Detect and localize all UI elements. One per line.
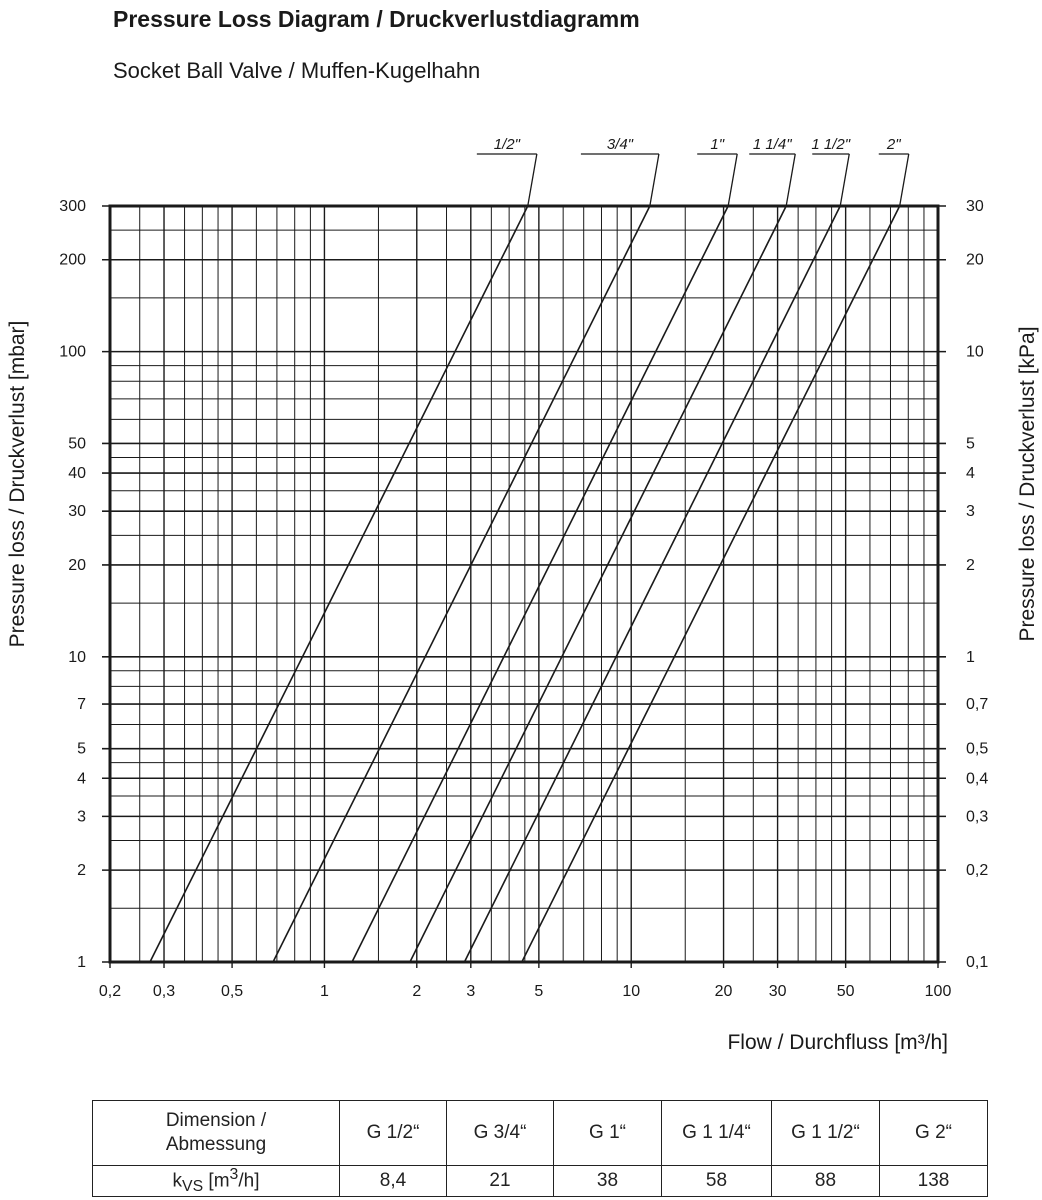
y-tick-label-left: 4 [77,770,86,788]
kvs-value-cell: 58 [662,1166,772,1197]
y-tick-label-right: 4 [966,465,975,483]
series-leader-line [728,154,737,206]
series-line [273,206,650,962]
dimension-cell: G 2“ [880,1101,988,1166]
kvs-value-cell: 38 [554,1166,662,1197]
y-tick-label-right: 0,2 [966,862,989,880]
x-tick-label: 5 [534,983,544,1000]
dimension-cell: G 1 1/4“ [662,1101,772,1166]
y-tick-label-right: 1 [966,648,975,666]
series-line [352,206,728,962]
series-label: 3/4" [606,136,634,153]
y-tick-label-left: 300 [59,198,86,215]
kvs-value-cell: 138 [880,1166,988,1197]
dimension-cell: G 3/4“ [447,1101,554,1166]
series-leader-line [528,154,537,206]
series-label: 1 1/2" [811,136,851,153]
y-tick-label-right: 3 [966,503,975,521]
x-tick-label: 50 [836,983,855,1000]
kvs-value-cell: 21 [447,1166,554,1197]
y-tick-label-left: 20 [68,556,86,574]
y-tick-label-left: 1 [77,954,86,971]
y-tick-label-right: 0,7 [966,696,989,714]
y-axis-title-right: Pressure loss / Druckverlust [kPa] [1016,326,1039,642]
y-tick-label-right: 5 [966,435,975,453]
y-tick-label-left: 10 [68,648,86,666]
dimension-cell: G 1“ [554,1101,662,1166]
plot-frame [110,206,938,962]
dimension-row [93,1101,988,1166]
x-tick-label: 10 [622,983,641,1000]
series-leader-line [840,154,849,206]
kvs-table [92,1100,988,1197]
y-tick-label-left: 50 [68,435,86,453]
grid-lines [102,206,946,968]
y-tick-label-right: 0,1 [966,954,989,971]
x-tick-label: 0,2 [98,983,122,1000]
kvs-value-cell: 88 [772,1166,880,1197]
y-tick-label-right: 0,4 [966,770,989,788]
kvs-unit-superscript: 3 [229,1166,239,1183]
kvs-value-cell: 8,4 [340,1166,447,1197]
x-tick-label: 30 [768,983,787,1000]
dimension-header-line2: Abmessung [165,1134,267,1155]
dimension-header-cell [93,1101,340,1166]
y-tick-label-right: 20 [966,251,984,269]
dimension-cell: G 1 1/2“ [772,1101,880,1166]
x-tick-label: 20 [714,983,733,1000]
y-tick-label-left: 100 [59,343,86,361]
series-label: 1" [710,136,725,153]
kvs-unit-open: [m [203,1170,230,1192]
kvs-symbol-subscript: VS [182,1178,204,1196]
series-label: 2" [886,136,901,153]
kvs-symbol: k [172,1170,183,1192]
y-tick-label-right: 0,5 [966,740,989,758]
kvs-unit-close: /h] [238,1170,260,1192]
y-tick-label-left: 5 [77,740,86,758]
y-tick-label-left: 40 [68,465,86,483]
y-tick-label-left: 3 [77,808,86,826]
dimension-header-line1: Dimension / [165,1110,267,1131]
kvs-header-cell [93,1166,340,1197]
page-title: Pressure Loss Diagram / Druckverlustdiagramm [113,6,640,32]
series-label: 1 1/4" [752,136,792,153]
series-leader-line [786,154,795,206]
x-tick-label: 100 [924,983,952,1000]
series-leader-line [650,154,659,206]
y-tick-label-right: 10 [966,343,984,361]
x-tick-label: 0,5 [220,983,244,1000]
page-subtitle: Socket Ball Valve / Muffen-Kugelhahn [113,58,481,83]
y-tick-label-left: 200 [59,251,86,269]
series-line [522,206,900,962]
series-label: 1/2" [493,136,520,153]
y-tick-label-right: 2 [966,556,975,574]
y-axis-title-left: Pressure loss / Druckverlust [mbar] [6,320,29,648]
series-leader-line [900,154,909,206]
x-axis-title: Flow / Durchfluss [m³/h] [727,1031,948,1054]
x-tick-label: 0,3 [152,983,176,1000]
x-tick-label: 2 [412,983,422,1000]
kvs-row [93,1166,988,1197]
dimension-cell: G 1/2“ [340,1101,447,1166]
x-tick-label: 3 [466,983,476,1000]
y-tick-label-right: 0,3 [966,808,989,826]
x-tick-label: 1 [319,983,329,1000]
y-tick-label-left: 7 [77,696,86,714]
y-tick-label-right: 30 [966,198,984,215]
y-tick-label-left: 30 [68,503,86,521]
series-line [410,206,786,962]
series-line [464,206,840,962]
y-tick-label-left: 2 [77,862,86,880]
